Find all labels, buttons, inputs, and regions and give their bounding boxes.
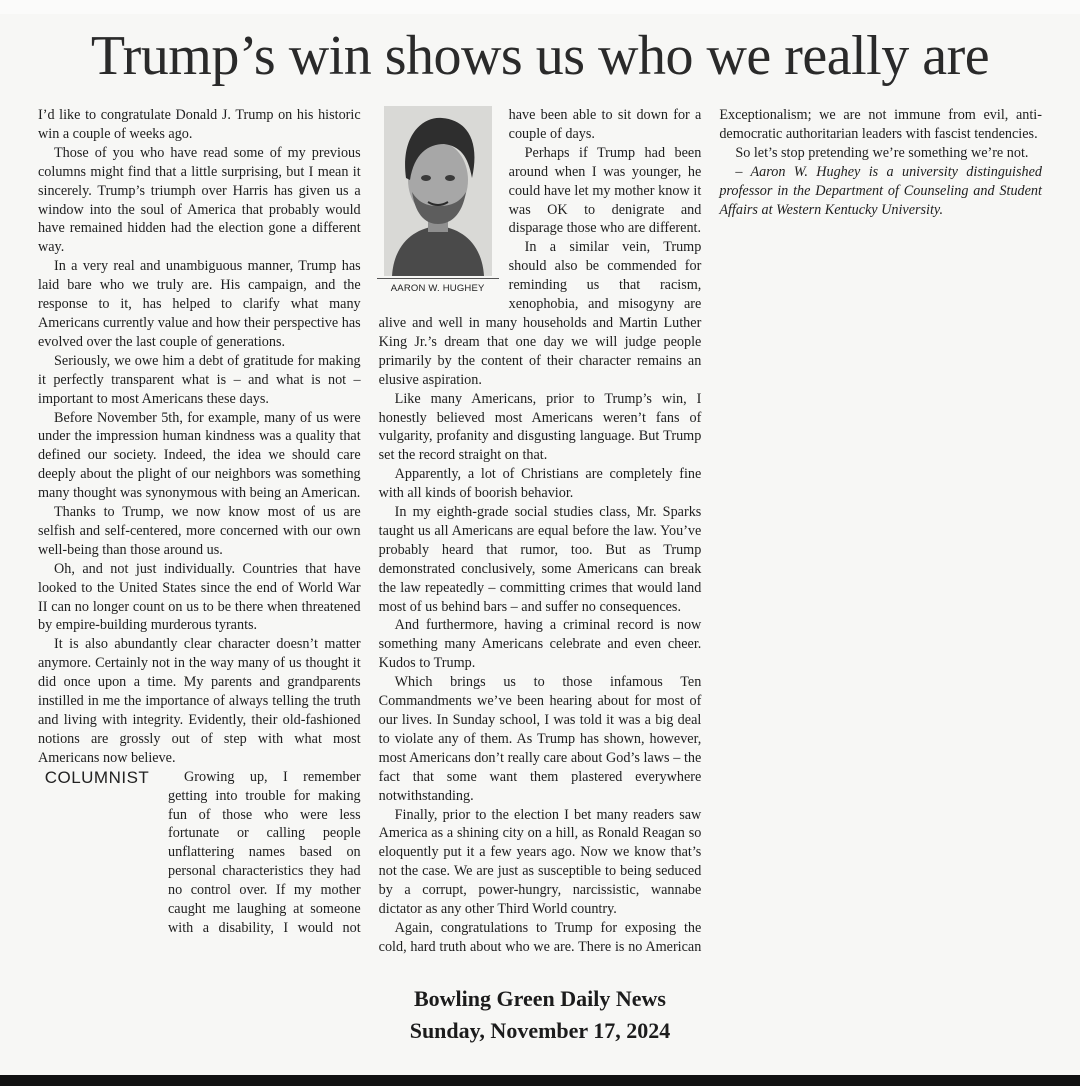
paragraph-8: It is also abundantly clear character doesn’t matter anymore. Certainly not in the way many of us thought it did once upon a time. My parents and grandparents instilled in me the importance of always telling the truth and living with integrity. Evidently, their old-fashioned notions are grossly out of step with what most Americans now believe. [38,636,361,766]
publication-footer [0,983,1080,1047]
paragraph-9: Growing up, I remember getting into trouble for making fun of those who were less fortunate or calling people unflattering names based on personal characteristics they had no control over. If my mother caught me laughing at someone with a disability, I would not have been able to sit down for a couple of days. [168,107,702,936]
paragraph-15: And furthermore, having a criminal record is now something many Americans celebrate and even cheer. Kudos to Trump. [378,617,702,672]
paragraph-7: Oh, and not just individually. Countries that have looked to the United States since the end of World War II can no longer count on us to be there when threatened by empire-building murderous tyrants. [38,560,361,634]
article-body [38,106,1042,958]
paragraph-2: Those of you who have read some of my previous columns might find that a little surprising, but I mean it sincerely. Trump’s triumph over Harris has given us a window into the soul of America that probably would have remained hidden had the election gone a different way. [38,144,361,256]
paragraph-10: Perhaps if Trump had been around when I was younger, he could have let my mother know it was OK to denigrate and disparage those who are different. [508,144,702,237]
headline: Trump’s win shows us who we really are [90,25,990,87]
paragraph-4: Seriously, we owe him a debt of gratitude for making it perfectly transparent what is – and what is not – important to most Americans these days. [38,352,361,407]
photo-caption: AARON W. HUGHEY [377,278,499,299]
paragraph-14: In my eighth-grade social studies class, Mr. Sparks taught us all Americans are equal before the law. You’ve probably heard that rumor, too. But as Trump demonstrated conclusively, some Americans can break the law repeatedly – committing crimes that would land most of us behind bars – and suffer no consequences. [378,504,702,615]
publication-name: Bowling Green Daily News [414,986,666,1011]
paragraph-13: Apparently, a lot of Christians are completely fine with all kinds of boorish behavior. [378,466,702,502]
paragraph-11: In a similar vein, Trump should also be commended for reminding us that racism, xenophobia, and misogyny are alive and well in many households and Martin Luther King Jr.’s dream that one day we will judge people primarily by the content of their character remains an elusive aspiration. [378,239,702,388]
paragraph-16: Which brings us to those infamous Ten Commandments we’ve been hearing about for most of our lives. In Sunday school, I was told it was a big deal to violate any of them. As Trump has shown, however, most Americans don’t really care about God’s laws – the fact that some want them plastered everywhere notwithstanding. [378,674,702,804]
columnist-photo [384,106,492,276]
paragraph-19: So let’s stop pretending we’re something we’re not. [735,144,1029,161]
paragraph-18: Again, congratulations to Trump for exposing the cold, hard truth about who we are. There is no American Exceptionalism; we are not immune from evil, anti-democratic authoritarian leaders with fascist tendencies. [378,107,1042,955]
top-border [0,0,1080,14]
bottom-border [0,1075,1080,1086]
columnist-label: COLUMNIST [44,767,150,787]
paragraph-3: In a very real and unambiguous manner, Trump has laid bare who we truly are. His campaign, and the response to it, has helped to clarify what many Americans currently value and how their perspective has evolved over the last couple of generations. [38,258,361,350]
paragraph-6: Thanks to Trump, we now know most of us are selfish and self-centered, more concerned with our own well-being than those around us. [38,504,361,558]
paragraph-1: I’d like to congratulate Donald J. Trump on his historic win a couple of weeks ago. [38,107,361,142]
paragraph-17: Finally, prior to the election I bet many readers saw America as a shining city on a hill, as Ronald Reagan so eloquently put it a few years ago. Now we know that’s not the case. We are just as susceptible to being seduced by a corrupt, power-hungry, narcissistic, wannabe dictator as any other Third World country. [378,806,702,918]
publication-date: Sunday, November 17, 2024 [409,1018,671,1043]
paragraph-5: Before November 5th, for example, many of us were under the impression human kindness was a quality that defined our society. Indeed, the idea we should care deeply about the plight of our neighbors was something many thought was synonymous with being an American. [38,409,361,502]
author-byline: – Aaron W. Hughey is a university distinguished professor in the Department of Counseling and Student Affairs at Western Kentucky University. [719,163,1042,218]
paragraph-12: Like many Americans, prior to Trump’s win, I honestly believed most Americans weren’t fans of vulgarity, profanity and disgusting language. But Trump set the record straight on that. [378,390,702,464]
